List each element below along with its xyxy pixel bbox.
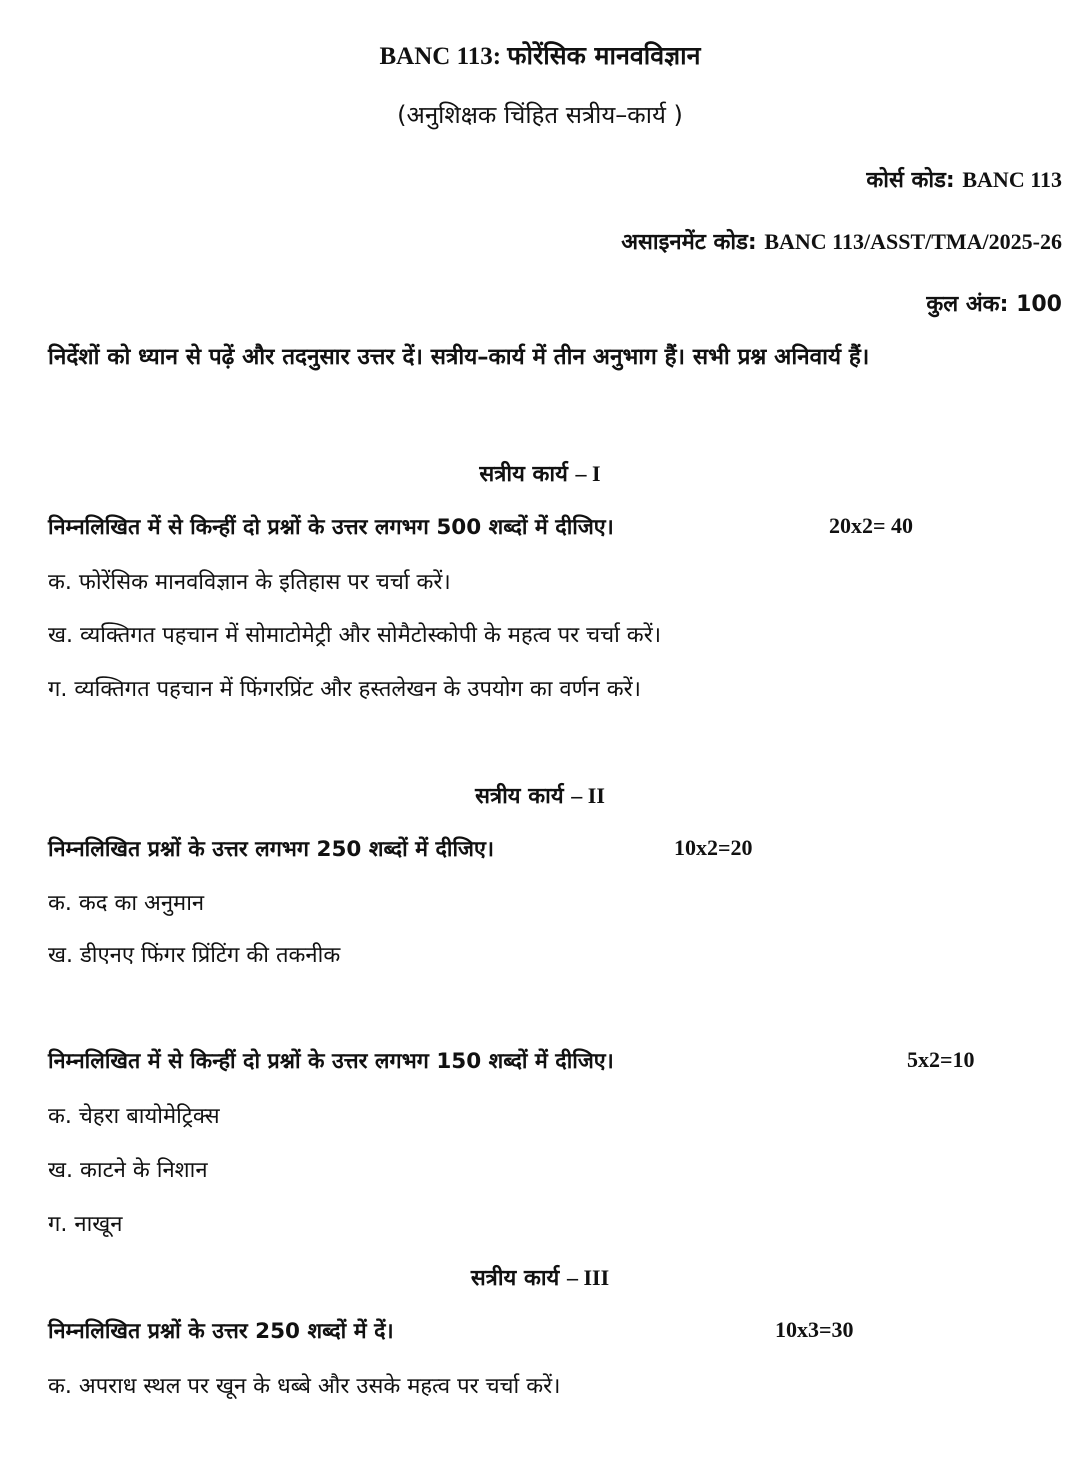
- instructions: निर्देशों को ध्यान से पढ़ें और तदनुसार उत्तर दें। सत्रीय–कार्य में तीन अनुभाग हैं। सभी प्रश्न अनिवार्य हैं।: [48, 344, 870, 370]
- question-item: ख. काटने के निशान: [48, 1158, 208, 1183]
- question-item: ख. डीएनए फिंगर प्रिंटिंग की तकनीक: [48, 943, 341, 968]
- course-code-line: [866, 164, 1062, 194]
- marks-allocation: 10x3=30: [775, 1317, 854, 1342]
- question-group-heading: निम्नलिखित में से किन्हीं दो प्रश्नों के उत्तर लगभग 500 शब्दों में दीजिए।: [48, 515, 614, 540]
- assignment-code-label: असाइनमेंट कोड:: [621, 230, 757, 255]
- course-code-value: BANC 113: [962, 167, 1062, 192]
- document-subtitle: (अनुशिक्षक चिंहित सत्रीय–कार्य ): [397, 101, 683, 129]
- assignment-code-value: BANC 113/ASST/TMA/2025-26: [764, 229, 1062, 254]
- marks-allocation: 10x2=20: [674, 835, 753, 860]
- section-heading: सत्रीय कार्य – III: [470, 1265, 610, 1291]
- marks-allocation: 20x2= 40: [829, 513, 914, 538]
- total-marks-label: कुल अंक:: [926, 292, 1009, 317]
- question-item: क. चेहरा बायोमेट्रिक्स: [48, 1104, 220, 1129]
- total-marks-line: [926, 288, 1062, 318]
- question-group-heading: निम्नलिखित प्रश्नों के उत्तर 250 शब्दों में दें।: [48, 1319, 394, 1344]
- document-title: BANC 113: फोरेंसिक मानवविज्ञान: [379, 41, 701, 70]
- question-item: ख. व्यक्तिगत पहचान में सोमाटोमेट्री और सोमैटोस्कोपी के महत्व पर चर्चा करें।: [48, 623, 662, 648]
- assignment-code-line: [621, 226, 1062, 256]
- total-marks-value: 100: [1016, 292, 1062, 317]
- course-name-hindi: फोरेंसिक मानवविज्ञान: [507, 41, 701, 70]
- question-item: क. फोरेंसिक मानवविज्ञान के इतिहास पर चर्चा करें।: [48, 570, 451, 595]
- course-code-title: BANC 113: [379, 43, 493, 70]
- question-item: क. अपराध स्थल पर खून के धब्बे और उसके महत्व पर चर्चा करें।: [48, 1374, 561, 1399]
- section-heading: सत्रीय कार्य – I: [479, 461, 601, 487]
- question-item: ग. नाखून: [48, 1212, 123, 1237]
- question-group-heading: निम्नलिखित प्रश्नों के उत्तर लगभग 250 शब्दों में दीजिए।: [48, 837, 495, 862]
- marks-allocation: 5x2=10: [907, 1047, 975, 1072]
- question-item: ग. व्यक्तिगत पहचान में फिंगरप्रिंट और हस्तलेखन के उपयोग का वर्णन करें।: [48, 677, 641, 702]
- question-group-heading: निम्नलिखित में से किन्हीं दो प्रश्नों के उत्तर लगभग 150 शब्दों में दीजिए।: [48, 1049, 614, 1074]
- question-item: क. कद का अनुमान: [48, 891, 205, 916]
- section-heading: सत्रीय कार्य – II: [475, 783, 605, 809]
- course-code-label: कोर्स कोड:: [866, 168, 955, 193]
